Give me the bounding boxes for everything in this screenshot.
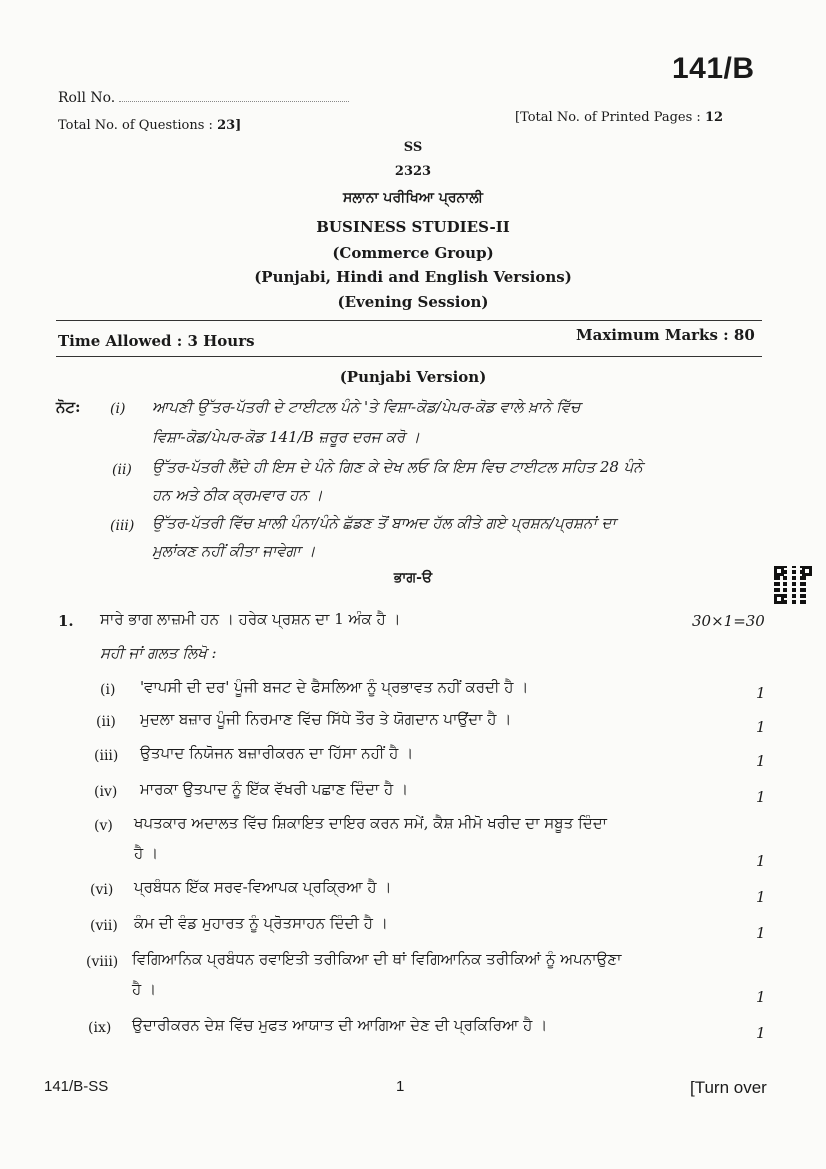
item-mark: 1	[756, 684, 766, 702]
paper-code: 141/B	[672, 52, 755, 85]
total-questions	[58, 118, 241, 133]
divider-top	[56, 320, 762, 321]
item-text: ਖਪਤਕਾਰ ਅਦਾਲਤ ਵਿੱਚ ਸ਼ਿਕਾਇਤ ਦਾਇਰ ਕਰਨ ਸਮੇਂ, ਕੈਸ਼ ਮੀਮੋ ਖਰੀਦ ਦਾ ਸਬੂਤ ਦਿੰਦਾ	[134, 814, 607, 832]
item-number: (ix)	[88, 1020, 112, 1036]
maximum-marks: Maximum Marks : 80	[576, 326, 755, 344]
page-number: 1	[396, 1078, 405, 1095]
item-mark: 1	[756, 924, 766, 942]
note-label: ਨੋਟ:	[56, 398, 81, 416]
item-text: ਵਿਗਿਆਨਿਕ ਪ੍ਰਬੰਧਨ ਰਵਾਇਤੀ ਤਰੀਕਿਆ ਦੀ ਥਾਂ ਵਿਗਿਆਨਿਕ ਤਰੀਕਿਆਂ ਨੂੰ ਅਪਨਾਉਣਾ	[132, 950, 622, 968]
item-text: ਉਦਾਰੀਕਰਨ ਦੇਸ਼ ਵਿੱਚ ਮੁਫਤ ਆਯਾਤ ਦੀ ਆਗਿਆ ਦੇਣ ਦੀ ਪ੍ਰਕਿਰਿਆ ਹੈ ।	[132, 1016, 548, 1034]
question-marks: 30×1=30	[692, 612, 765, 630]
group-label: (Commerce Group)	[332, 244, 494, 262]
item-number: (viii)	[86, 954, 119, 970]
roll-number-field	[58, 90, 349, 106]
note-number: (ii)	[112, 462, 132, 478]
item-text: ਉਤਪਾਦ ਨਿਯੋਜਨ ਬਜ਼ਾਰੀਕਰਨ ਦਾ ਹਿੱਸਾ ਨਹੀਂ ਹੈ ।	[140, 744, 414, 762]
item-number: (ii)	[96, 714, 116, 730]
note-text: ਹਨ ਅਤੇ ਠੀਕ ਕ੍ਰਮਵਾਰ ਹਨ ।	[152, 486, 323, 504]
note-text: ਵਿਸ਼ਾ-ਕੋਡ/ਪੇਪਰ-ਕੋਡ 141/B ਜ਼ਰੂਰ ਦਰਜ ਕਰੋ ।	[152, 428, 420, 446]
item-number: (vi)	[90, 882, 114, 898]
item-number: (iv)	[94, 784, 118, 800]
item-mark: 1	[756, 752, 766, 770]
item-text: ਮਾਰਕਾ ਉਤਪਾਦ ਨੂੰ ਇੱਕ ਵੱਖਰੀ ਪਛਾਣ ਦਿੰਦਾ ਹੈ ।	[140, 780, 409, 798]
total-pages-value: 12	[704, 110, 724, 125]
item-mark: 1	[756, 718, 766, 736]
note-number: (i)	[110, 401, 126, 417]
divider-bottom	[56, 356, 762, 357]
item-text: ਪ੍ਰਬੰਧਨ ਇੱਕ ਸਰਵ-ਵਿਆਪਕ ਪ੍ਰਕ੍ਰਿਆ ਹੈ ।	[134, 878, 392, 896]
question-number: 1.	[58, 612, 74, 630]
item-mark: 1	[756, 852, 766, 870]
versions-label: (Punjabi, Hindi and English Versions)	[254, 268, 572, 286]
series-code: SS	[403, 140, 423, 155]
exam-title-punjabi: ਸਲਾਨਾ ਪਰੀਖਿਆ ਪ੍ਰਨਾਲੀ	[343, 190, 483, 206]
subject-title: BUSINESS STUDIES-II	[316, 218, 510, 236]
roll-label: Roll No.	[58, 90, 116, 106]
roll-dotted-line	[119, 91, 349, 102]
question-instruction: ਸਹੀ ਜਾਂ ਗਲਤ ਲਿਖੋ :	[100, 644, 217, 662]
item-mark: 1	[756, 888, 766, 906]
item-text: ਮੁਦਲਾ ਬਜ਼ਾਰ ਪੂੰਜੀ ਨਿਰਮਾਣ ਵਿੱਚ ਸਿੱਧੇ ਤੌਰ ਤੇ ਯੋਗਦਾਨ ਪਾਉਂਦਾ ਹੈ ।	[140, 710, 512, 728]
session-label: (Evening Session)	[337, 293, 489, 311]
qr-corner-icon	[774, 594, 784, 604]
item-number: (i)	[100, 682, 116, 698]
time-allowed: Time Allowed : 3 Hours	[58, 332, 255, 350]
section-title: ਭਾਗ-ੳ	[393, 570, 433, 586]
item-number: (iii)	[94, 748, 119, 764]
question-text: ਸਾਰੇ ਭਾਗ ਲਾਜ਼ਮੀ ਹਨ । ਹਰੇਕ ਪ੍ਰਸ਼ਨ ਦਾ 1 ਅੰਕ ਹੈ ।	[100, 610, 401, 628]
item-number: (vii)	[90, 918, 118, 934]
item-text: ਕੰਮ ਦੀ ਵੰਡ ਮੁਹਾਰਤ ਨੂੰ ਪ੍ਰੋਤਸਾਹਨ ਦਿੰਦੀ ਹੈ ।	[134, 914, 388, 932]
version-title: (Punjabi Version)	[339, 368, 487, 386]
total-pages-label: [Total No. of Printed Pages :	[515, 110, 705, 125]
item-number: (v)	[94, 818, 113, 834]
total-questions-value: 23]	[217, 118, 242, 133]
item-mark: 1	[756, 988, 766, 1006]
note-number: (iii)	[110, 518, 135, 534]
note-text: ਉੱਤਰ-ਪੱਤਰੀ ਵਿੱਚ ਖ਼ਾਲੀ ਪੰਨਾ/ਪੰਨੇ ਛੱਡਣ ਤੋਂ ਬਾਅਦ ਹੱਲ ਕੀਤੇ ਗਏ ਪ੍ਰਸ਼ਨ/ਪ੍ਰਸ਼ਨਾਂ ਦਾ	[152, 514, 616, 532]
item-text: ਹੈ ।	[134, 844, 159, 862]
note-text: ਆਪਣੀ ਉੱਤਰ-ਪੱਤਰੀ ਦੇ ਟਾਈਟਲ ਪੰਨੇ 'ਤੇ ਵਿਸ਼ਾ-ਕੋਡ/ਪੇਪਰ-ਕੋਡ ਵਾਲੇ ਖ਼ਾਨੇ ਵਿੱਚ	[152, 398, 581, 416]
total-pages	[515, 110, 723, 125]
footer-paper-code: 141/B-SS	[44, 1078, 109, 1095]
item-text: ਹੈ ।	[132, 980, 157, 998]
item-mark: 1	[756, 788, 766, 806]
note-text: ਉੱਤਰ-ਪੱਤਰੀ ਲੈਂਦੇ ਹੀ ਇਸ ਦੇ ਪੰਨੇ ਗਿਣ ਕੇ ਦੇਖ ਲਓ ਕਿ ਇਸ ਵਿਚ ਟਾਈਟਲ ਸਹਿਤ 28 ਪੰਨੇ	[152, 458, 643, 476]
note-text: ਮੁਲਾਂਕਣ ਨਹੀਂ ਕੀਤਾ ਜਾਵੇਗਾ ।	[152, 542, 316, 560]
exam-code: 2323	[394, 164, 432, 179]
turn-over-label: [Turn over	[690, 1078, 767, 1097]
total-questions-label: Total No. of Questions :	[58, 118, 218, 133]
item-text: 'ਵਾਪਸੀ ਦੀ ਦਰ' ਪੂੰਜੀ ਬਜਟ ਦੇ ਫੈਸਲਿਆ ਨੂੰ ਪ੍ਰਭਾਵਤ ਨਹੀਂ ਕਰਦੀ ਹੈ ।	[140, 678, 529, 696]
item-mark: 1	[756, 1024, 766, 1042]
